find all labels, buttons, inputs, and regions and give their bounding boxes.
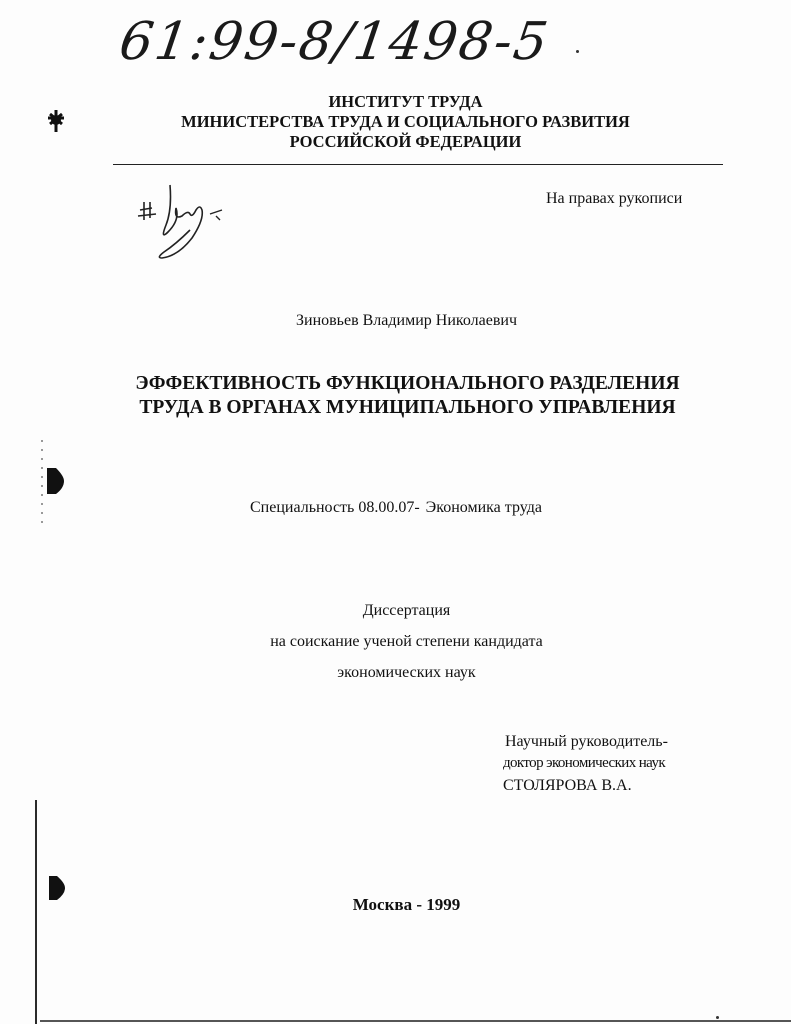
dissertation-line-1: Диссертация [362, 602, 451, 619]
supervisor-degree: доктор экономических наук [503, 755, 666, 771]
institute-line-3: РОССИЙСКОЙ ФЕДЕРАЦИИ [289, 132, 522, 151]
dissertation-line-3: экономических наук [337, 664, 476, 681]
institute-line-1: ИНСТИТУТ ТРУДА [328, 92, 483, 111]
specialty-field: Экономика труда [425, 499, 542, 516]
binding-hole-icon [44, 466, 66, 496]
dissertation-type [0, 602, 791, 695]
author-name: Зиновьев Владимир Николаевич [295, 312, 517, 329]
rights-note: На правах рукописи [546, 190, 683, 207]
institute-header [0, 92, 791, 152]
title-line-2: ТРУДА В ОРГАНАХ МУНИЦИПАЛЬНОГО УПРАВЛЕНИЯ [139, 397, 676, 418]
scan-speck [716, 1016, 719, 1019]
header-divider [113, 164, 723, 165]
institute-line-2: МИНИСТЕРСТВА ТРУДА И СОЦИАЛЬНОГО РАЗВИТИЯ [181, 112, 630, 131]
dissertation-title [0, 372, 791, 420]
scan-speck [576, 50, 579, 53]
handwritten-signature-icon [130, 180, 230, 265]
title-line-1: ЭФФЕКТИВНОСТЬ ФУНКЦИОНАЛЬНОГО РАЗДЕЛЕНИЯ [135, 373, 680, 394]
supervisor-name: СТОЛЯРОВА В.А. [503, 777, 632, 794]
dissertation-line-2: на соискание ученой степени кандидата [270, 633, 543, 650]
supervisor-role: Научный руководитель- [505, 733, 668, 750]
scan-bottom-line [40, 1020, 791, 1022]
specialty [250, 499, 542, 517]
specialty-label: Специальность 08.00.07- [250, 499, 420, 516]
scan-dots [41, 440, 43, 530]
city-year: Москва - 1999 [352, 895, 461, 914]
supervisor-block [505, 733, 668, 799]
handwritten-catalog-number: 61:99-8/1498-5 [115, 12, 554, 72]
